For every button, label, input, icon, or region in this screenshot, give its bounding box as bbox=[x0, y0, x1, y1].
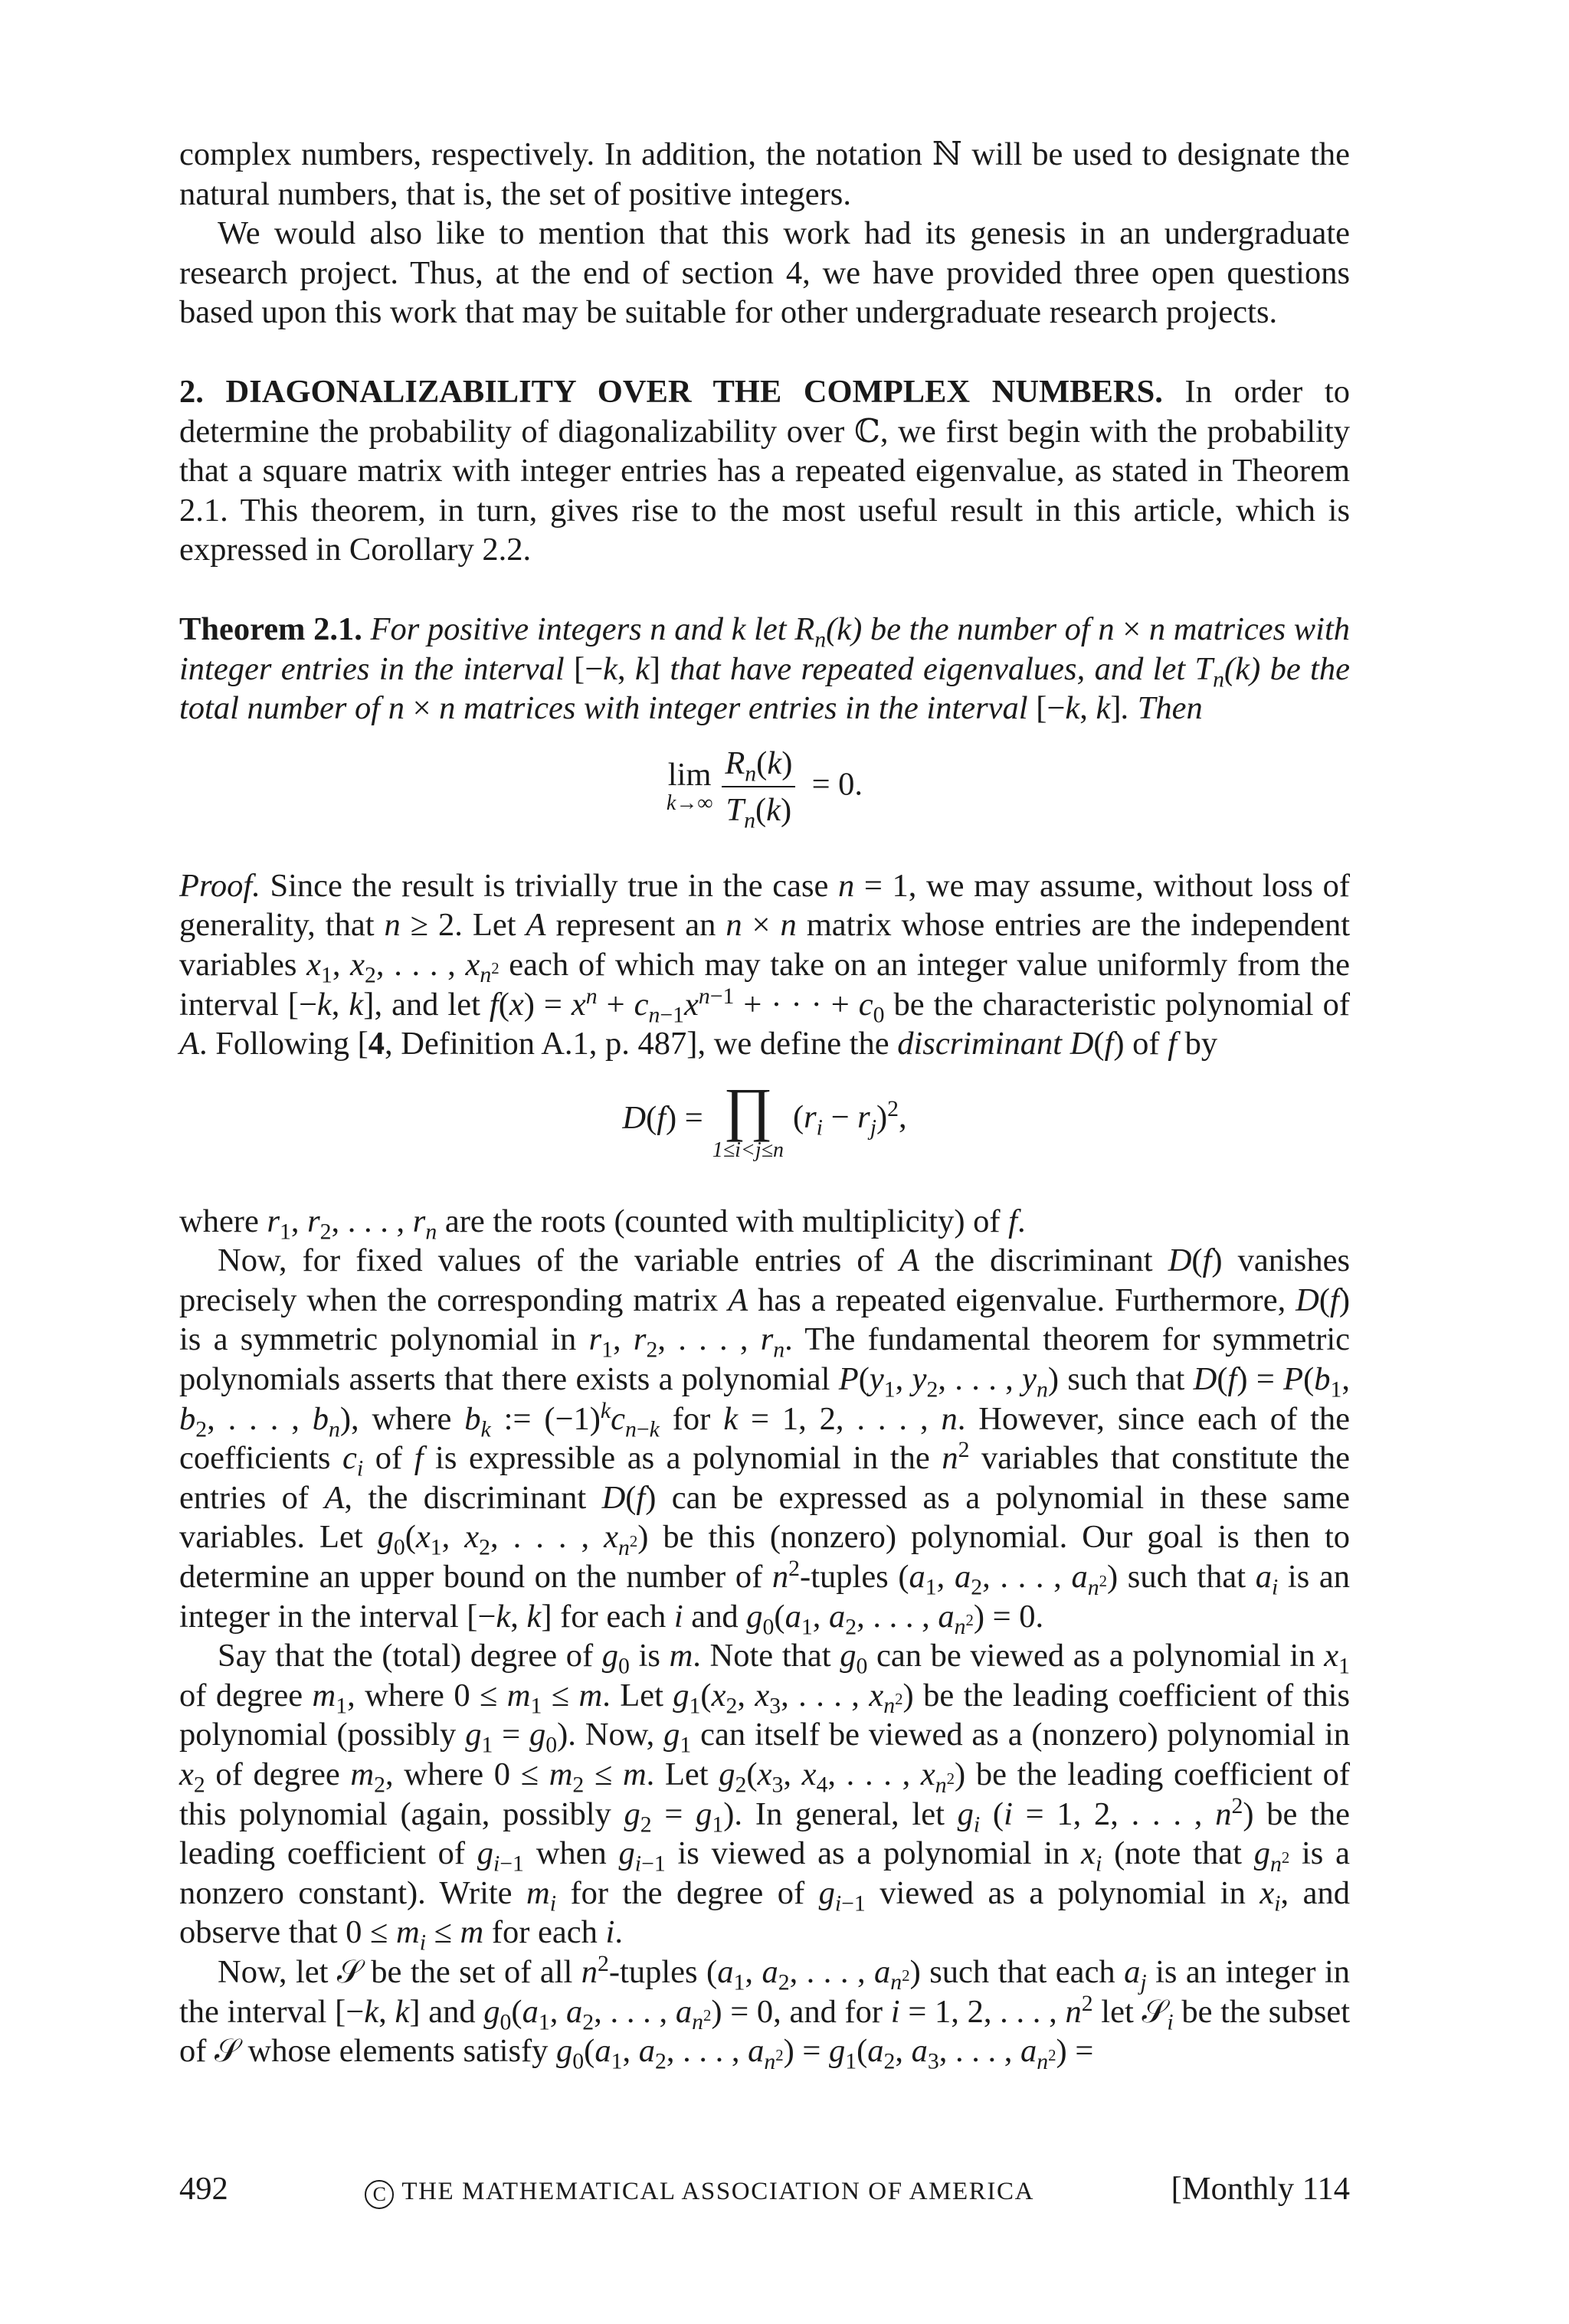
limit-operator: lim k→∞ bbox=[666, 757, 713, 816]
fraction-numerator: $R_n(k)$ bbox=[722, 744, 795, 788]
publisher-line bbox=[365, 2169, 1034, 2211]
proof-label: Proof. bbox=[179, 867, 260, 904]
publisher-name: THE MATHEMATICAL ASSOCIATION OF AMERICA bbox=[401, 2178, 1035, 2205]
equation-discriminant bbox=[179, 1075, 1350, 1187]
paragraph-discriminant-vanishes: Now, for fixed values of the variable entries of A the discriminant D(f) vanishes precisely when the corresponding matrix A has a repeated eigenvalue. Furthermore, D(f) is a symmetric polynomial in $r_1$, $r_2$, . . . , $r_n$. The fundamental theorem for symmetric polynomials asserts that there exists a polynomial $P(y_1$, $y_2$, . . . , $y_n$) such that $D(f) = P(b_1$, $b_2$, . . . , $b_n$), where $b_k$ := $(-1)^kc_{n-k}$ for k = 1, 2, . . . , n. However, since each of the coefficients $c_i$ of f is expressible as a polynomial in the $n^2$ variables that constitute the entries of A, the discriminant D(f) can be expressed as a polynomial in these same variables. Let $g_0(x_1$, $x_2$, . . . , $x_{n^2}$) be this (nonzero) polynomial. Our goal is then to determine an upper bound on the number of $n^2$-tuples ($a_1$, $a_2$, . . . , $a_{n^2}$) such that $a_i$ is an integer in the interval [−k, k] for each i and $g_0(a_1$, $a_2$, . . . , $a_{n^2}) = 0$. bbox=[179, 1242, 1351, 1640]
theorem-statement: For positive integers n and k let $R_n(k)$ be the number of n × n matrices with integer entries in the interval [−k, k] that have repeated eigenvalues, and let $T_n(k)$ be the total number of n × n matrices with integer entries in the interval [−k, k]. Then bbox=[179, 610, 1351, 727]
proof-paragraph: Proof. Since the result is trivially true in the case n = 1, we may assume, without loss of generality, that n ≥ 2. Let A represent an n × n matrix whose entries are the independent variables $x_1$, $x_2$, . . . , $x_{n^2}$ each of which may take on an integer value uniformly from the interval [−k, k], and let $f(x) = x^n + c_{n-1}x^{n-1}$ + · · · + $c_0$ be the characteristic polynomial of A. Following [4, Definition A.1, p. 487], we define the discriminant D(f) of f by bbox=[179, 867, 1351, 1062]
discriminant-lhs: D(f) = bbox=[622, 1099, 703, 1136]
copyright-icon: C bbox=[365, 2180, 394, 2209]
paragraph-set-s: Now, let 𝒮 be the set of all $n^2$-tuples ($a_1$, $a_2$, . . . , $a_{n^2}$) such that each $a_j$ is an integer in the interval [−k, k] and $g_0(a_1$, $a_2$, . . . , $a_{n^2}) = 0$, and for i = 1, 2, . . . , $n^2$ let 𝒮$_i$ be the subset of 𝒮 whose elements satisfy $g_0(a_1$, $a_2$, . . . , $a_{n^2}) = g_1(a_2$, $a_3$, . . . , $a_{n^2}$) = bbox=[179, 1950, 1351, 2074]
section-title: 2. DIAGONALIZABILITY OVER THE COMPLEX NUMBERS. bbox=[179, 373, 1163, 410]
discriminant-rhs: $(r_i - r_j)^2$, bbox=[792, 1096, 907, 1141]
section-2-paragraph: 2. DIAGONALIZABILITY OVER THE COMPLEX NUMBERS. In order to determine the probability of diagonalizability over ℂ, we first begin with the probability that a square matrix with integer entries has a repeated eigenvalue, as stated in Theorem 2.1. This theorem, in turn, gives rise to the most useful result in this article, which is expressed in Corollary 2.2. bbox=[179, 373, 1350, 568]
fraction bbox=[722, 744, 795, 833]
paragraph-genesis: We would also like to mention that this work had its genesis in an undergraduate research project. Thus, at the end of section 4, we have provided three open questions based upon this work that may be suitable for other undergraduate research projects. bbox=[179, 215, 1350, 331]
limit-rhs: = 0. bbox=[803, 766, 863, 803]
page-number: 492 bbox=[179, 2171, 228, 2207]
page-body bbox=[179, 135, 1351, 2074]
paragraph-notation: complex numbers, respectively. In addition, the notation ℕ will be used to designate the natural numbers, that is, the set of positive integers. bbox=[179, 136, 1350, 212]
fraction-denominator: $T_n(k)$ bbox=[726, 792, 792, 833]
paragraph-degree: Say that the (total) degree of $g_0$ is m. Note that $g_0$ can be viewed as a polynomial in $x_1$ of degree $m_1$, where $0 \le m_1 \le m$. Let $g_1(x_2$, $x_3$, . . . , $x_{n^2}$) be the leading coefficient of this polynomial (possibly $g_1 = g_0$). Now, $g_1$ can itself be viewed as a (nonzero) polynomial in $x_2$ of degree $m_2$, where $0 \le m_2 \le m$. Let $g_2(x_3$, $x_4$, . . . , $x_{n^2}$) be the leading coefficient of this polynomial (again, possibly $g_2 = g_1$). In general, let $g_i$ (i = 1, 2, . . . , $n^2$) be the leading coefficient of $g_{i-1}$ when $g_{i-1}$ is viewed as a polynomial in $x_i$ (note that $g_{n^2}$ is a nonzero constant). Write $m_i$ for the degree of $g_{i-1}$ viewed as a polynomial in $x_i$, and observe that $0 \le m_i \le m$ for each i. bbox=[179, 1638, 1351, 1956]
journal-issue: [Monthly 114 bbox=[1171, 2171, 1350, 2207]
paragraph-roots: where $r_1$, $r_2$, . . . , $r_n$ are the roots (counted with multiplicity) of f. bbox=[179, 1203, 1026, 1245]
theorem-label: Theorem 2.1. bbox=[179, 610, 362, 647]
product-operator: ∏ 1≤i<j≤n bbox=[712, 1075, 784, 1162]
equation-limit bbox=[179, 744, 1350, 851]
page-footer bbox=[179, 2169, 1350, 2211]
theorem-2-1 bbox=[179, 610, 1350, 728]
